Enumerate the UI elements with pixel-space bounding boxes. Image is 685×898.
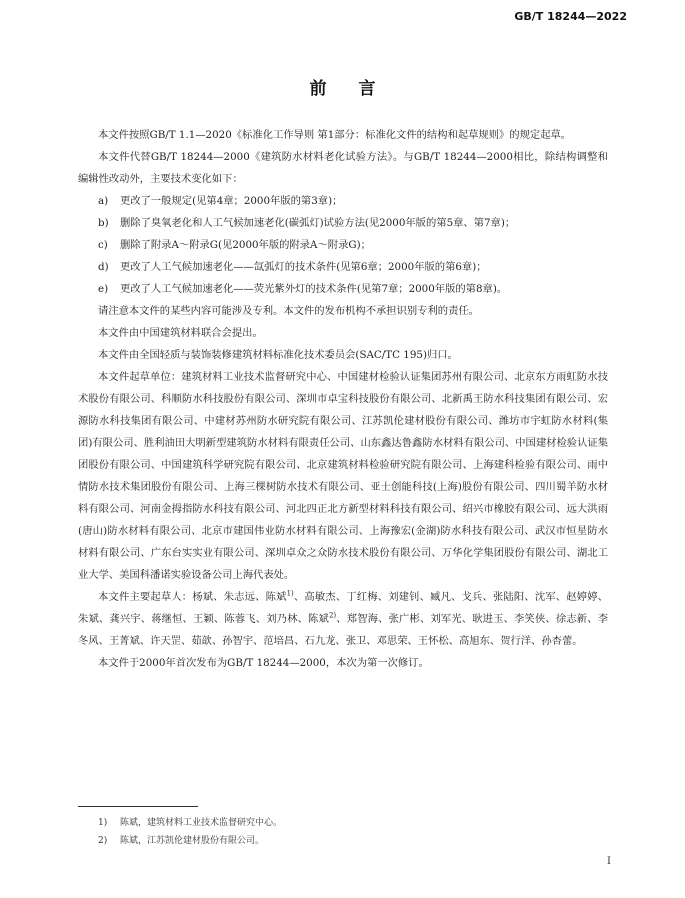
paragraph-drafting-units: 本文件起草单位：建筑材料工业技术监督研究中心、中国建材检验认证集团苏州有限公司、北京东方雨虹防水技术股份有限公司、科顺防水科技股份有限公司、深圳市卓宝科技股份有限公司、北新禹王防水科技集团有限公司、宏源防水科技集团有限公司、中建材苏州防水研究院有限公司、江苏凯伦建材股份有限公司、潍坊市宇虹防水材料(集团)有限公司、胜利油田大明新型建筑防水材料有限责任公司、山东鑫达鲁鑫防水材料有限公司、中国建材检验认证集团股份有限公司、中国建筑科学研究院有限公司、北京建筑材料检验研究院有限公司、上海建科检验有限公司、雨中情防水技术集团股份有限公司、上海三棵树防水技术有限公司、亚士创能科技(上海)股份有限公司、四川蜀羊防水材料有限公司、河南金拇指防水科技有限公司、河北四正北方新型材料科技有限公司、绍兴市橡胶有限公司、远大洪雨(唐山)防水材料有限公司、北京市建国伟业防水材料有限公司、上海豫宏(金湖)防水科技有限公司、武汉市恒星防水材料有限公司、广东台实实业有限公司、深圳卓众之众防水技术股份有限公司、万华化学集团股份有限公司、湖北工业大学、美国科潘诺实验设备公司上海代表处。 — [78, 371, 608, 581]
drafters-text-part: 、郑智海、张广彬、刘军光、耿进玉、李笑侠、徐志新、李冬风、王菁斌、许天罡、茹歆、孙智宇、范培昌、石九龙、张卫、邓思荣、王怀松、高旭东、贺行洋、孙杏蕾。 — [78, 613, 609, 647]
paragraph-drafters — [78, 586, 608, 652]
paragraph-patent-notice: 请注意本文件的某些内容可能涉及专利。本文件的发布机构不承担识别专利的责任。 — [98, 305, 479, 317]
document-body — [78, 124, 608, 674]
paragraph-committee: 本文件由全国轻质与装饰装修建筑材料标准化技术委员会(SAC/TC 195)归口。 — [98, 349, 458, 361]
footnote — [98, 833, 264, 846]
paragraph-history: 本文件于2000年首次发布为GB/T 18244—2000，本次为第一次修订。 — [98, 657, 429, 669]
list-item-marker: e) — [98, 283, 109, 295]
footnote-ref: 1) — [286, 589, 294, 598]
footnote-text: 陈斌，江苏凯伦建材股份有限公司。 — [120, 836, 265, 846]
change-list-item — [78, 278, 608, 300]
paragraph-drafting-rules: 本文件按照GB/T 1.1—2020《标准化工作导则 第1部分：标准化文件的结构和起草规则》的规定起草。 — [98, 129, 572, 141]
standard-number-header: GB/T 18244—2022 — [514, 10, 627, 23]
list-item-marker: a) — [98, 195, 109, 207]
drafters-text-part: 本文件主要起草人：杨斌、朱志远、陈斌 — [98, 591, 287, 603]
list-item-text: 删除了臭氧老化和人工气候加速老化(碳弧灯)试验方法(见2000年版的第5章、第7章)； — [120, 217, 516, 229]
list-item-text: 更改了人工气候加速老化——氙弧灯的技术条件(见第6章；2000年版的第6章)； — [120, 261, 487, 273]
list-item-marker: b) — [98, 217, 109, 229]
list-item-marker: d) — [98, 261, 109, 273]
list-item-marker: c) — [98, 239, 108, 251]
change-list-item — [78, 234, 608, 256]
footnote-number: 1) — [98, 818, 108, 828]
change-list-item — [78, 190, 608, 212]
change-list-item — [78, 212, 608, 234]
paragraph-proposer: 本文件由中国建筑材料联合会提出。 — [98, 327, 263, 339]
footnote-ref: 2) — [328, 611, 337, 620]
drafters-text-part: 、高敏杰、丁红梅、刘建钊、臧凡、戈兵、张陆阳、沈军、赵婷婷、朱斌、龚兴宇、蒋继恒、王颖、陈蓉飞、刘乃林、陈斌 — [78, 591, 609, 625]
footnote — [98, 815, 282, 828]
paragraph-replacement: 本文件代替GB/T 18244—2000《建筑防水材料老化试验方法》。与GB/T 18244—2000相比，除结构调整和编辑性改动外，主要技术变化如下： — [78, 151, 608, 185]
list-item-text: 删除了附录A～附录G(见2000年版的附录A～附录G)； — [120, 239, 371, 251]
footnote-divider — [78, 806, 198, 807]
change-list-item — [78, 256, 608, 278]
list-item-text: 更改了一般规定(见第4章；2000年版的第3章)； — [120, 195, 343, 207]
page-number: I — [607, 856, 611, 867]
footnote-number: 2) — [98, 836, 108, 846]
list-item-text: 更改了人工气候加速老化——荧光紫外灯的技术条件(见第7章；2000年版的第8章)。 — [120, 283, 508, 295]
page-title: 前言 — [309, 79, 408, 99]
footnote-text: 陈斌，建筑材料工业技术监督研究中心。 — [120, 818, 283, 828]
